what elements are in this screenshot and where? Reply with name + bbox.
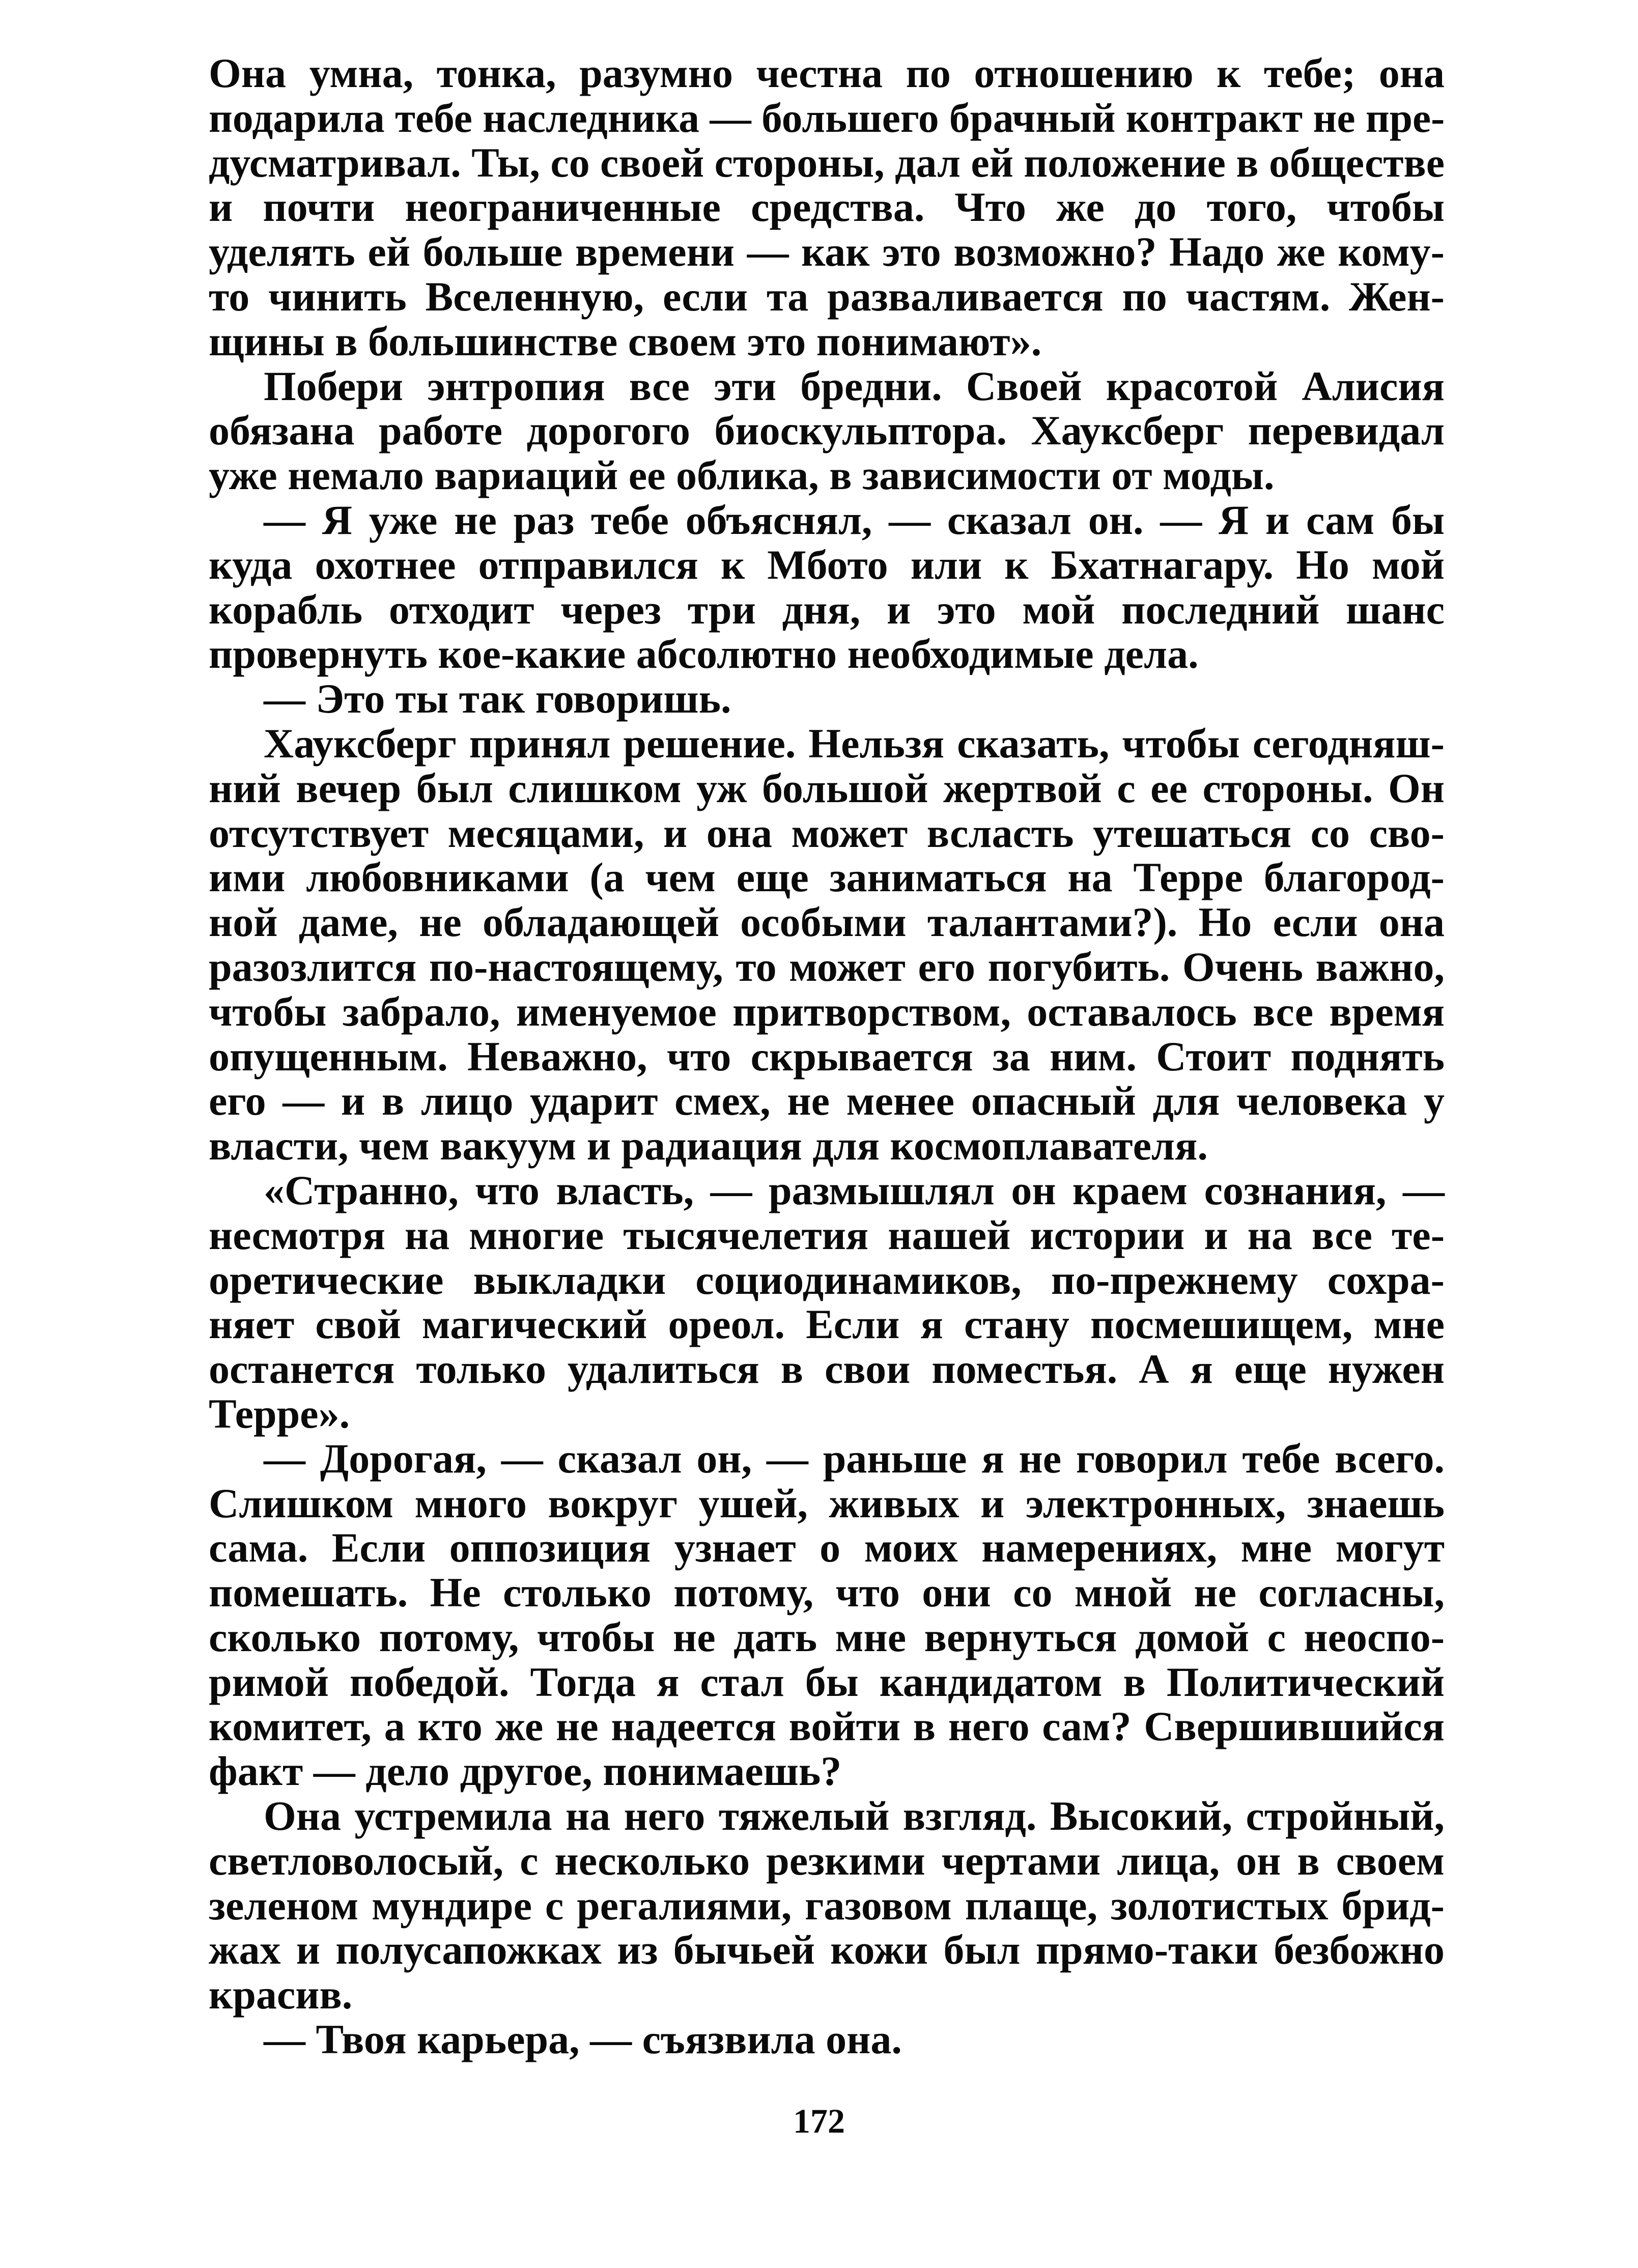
text-line: то чинить Вселенную, если та разваливается по частям. Жен- xyxy=(209,273,1445,320)
text-line: несмотря на многие тысячелетия нашей истории и на все те- xyxy=(209,1211,1445,1258)
text-line: — Я уже не раз тебе объяснял, — сказал он. — Я и сам бы xyxy=(264,496,1445,543)
text-line: няет свой магический ореол. Если я стану посмешищем, мне xyxy=(209,1301,1445,1348)
text-line: отсутствует месяцами, и она может всласть утешаться со сво- xyxy=(209,809,1445,856)
text-line: и почти неограниченные средства. Что же до того, чтобы xyxy=(209,184,1445,231)
page-number: 172 xyxy=(793,2102,845,2140)
text-line: опущенным. Неважно, что скрывается за ним. Стоит поднять xyxy=(209,1033,1445,1080)
paragraph xyxy=(209,498,1445,676)
text-line: ний вечер был слишком уж большой жертвой с ее стороны. Он xyxy=(209,764,1445,811)
text-line: комитет, а кто же не надеется войти в него сам? Свершившийся xyxy=(209,1703,1445,1750)
paragraph xyxy=(209,51,1445,364)
text-line: жах и полусапожках из бычьей кожи был прямо-таки безбожно xyxy=(209,1926,1445,1973)
paragraph xyxy=(209,676,1445,721)
text-line: уже немало вариаций ее облика, в зависимости от моды. xyxy=(209,452,1275,499)
text-line: — Твоя карьера, — съязвила она. xyxy=(264,2016,902,2063)
text-line: ими любовниками (а чем еще заниматься на Терре благород- xyxy=(209,854,1445,901)
paragraph xyxy=(209,2017,1445,2062)
text-line: красив. xyxy=(209,1971,353,2018)
text-line: разозлится по-настоящему, то может его погубить. Очень важно, xyxy=(209,943,1445,990)
text-line: корабль отходит через три дня, и это мой последний шанс xyxy=(209,586,1445,633)
paragraph xyxy=(209,1168,1445,1436)
text-line: его — и в лицо ударит смех, не менее опасный для человека у xyxy=(209,1078,1445,1124)
text-line: римой победой. Тогда я стал бы кандидатом в Политический xyxy=(209,1658,1445,1705)
text-line: «Странно, что власть, — размышлял он краем сознания, — xyxy=(264,1167,1445,1213)
paragraph xyxy=(209,364,1445,498)
text-line: Она умна, тонка, разумно честна по отношению к тебе; она xyxy=(209,50,1445,96)
paragraph xyxy=(209,721,1445,1168)
body-text xyxy=(209,51,1445,2062)
text-line: подарила тебе наследника — большего брачный контракт не пре- xyxy=(209,94,1445,141)
text-line: дусматривал. Ты, со своей стороны, дал ей положение в обществе xyxy=(209,139,1445,186)
text-line: светловолосый, с несколько резкими чертами лица, он в своем xyxy=(209,1837,1445,1884)
text-line: сколько потому, чтобы не дать мне вернуться домой с неоспо- xyxy=(209,1613,1445,1660)
text-line: уделять ей больше времени — как это возможно? Надо же кому- xyxy=(209,229,1445,275)
paragraph xyxy=(209,1436,1445,1794)
text-line: сама. Если оппозиция узнает о моих намерениях, мне могут xyxy=(209,1524,1445,1571)
paragraph xyxy=(209,1794,1445,2017)
text-line: провернуть кое-какие абсолютно необходимые дела. xyxy=(209,631,1199,677)
text-line: — Это ты так говоришь. xyxy=(264,675,731,722)
text-line: щины в большинстве своем это понимают». xyxy=(209,318,1042,364)
text-line: Хауксберг принял решение. Нельзя сказать, чтобы сегодняш- xyxy=(264,720,1445,767)
text-line: чтобы забрало, именуемое притворством, оставалось все время xyxy=(209,988,1445,1035)
text-line: ной даме, не обладающей особыми талантами?). Но если она xyxy=(209,899,1445,946)
text-line: Побери энтропия все эти бредни. Своей красотой Алисия xyxy=(264,362,1445,409)
text-line: оретические выкладки социодинамиков, по-прежнему сохра- xyxy=(209,1256,1445,1303)
text-line: помешать. Не столько потому, что они со мной не согласны, xyxy=(209,1569,1445,1616)
text-line: Слишком много вокруг ушей, живых и электронных, знаешь xyxy=(209,1480,1445,1526)
text-line: зеленом мундире с регалиями, газовом плаще, золотистых брид- xyxy=(209,1882,1445,1929)
text-line: Она устремила на него тяжелый взгляд. Высокий, стройный, xyxy=(264,1793,1445,1839)
text-line: — Дорогая, — сказал он, — раньше я не говорил тебе всего. xyxy=(264,1435,1445,1482)
text-line: куда охотнее отправился к Мбото или к Бхатнагару. Но мой xyxy=(209,541,1445,588)
text-line: власти, чем вакуум и радиация для космоплавателя. xyxy=(209,1122,1208,1169)
text-line: останется только удалиться в свои поместья. А я еще нужен xyxy=(209,1346,1445,1393)
text-line: факт — дело другое, понимаешь? xyxy=(209,1748,842,1795)
text-line: обязана работе дорогого биоскульптора. Хауксберг перевидал xyxy=(209,407,1445,454)
text-line: Терре». xyxy=(209,1390,350,1437)
